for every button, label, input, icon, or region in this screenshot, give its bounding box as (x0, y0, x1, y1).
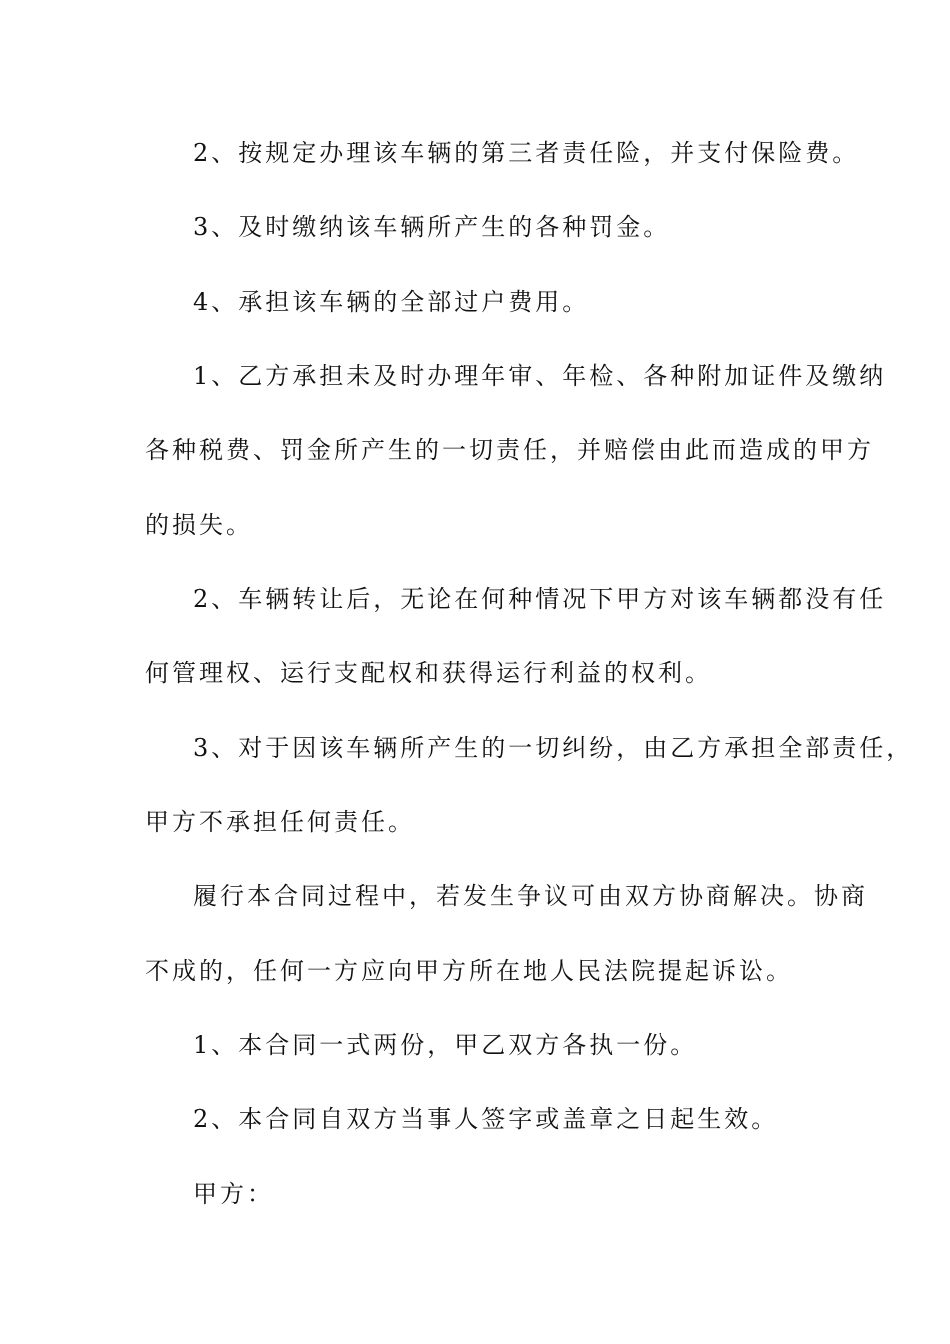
paragraph-line: 甲方不承担任何责任。 (145, 808, 415, 836)
paragraph-line: 2、车辆转让后，无论在何种情况下甲方对该车辆都没有任 (193, 585, 887, 613)
paragraph-line: 2、本合同自双方当事人签字或盖章之日起生效。 (193, 1105, 779, 1133)
paragraph-line: 2、按规定办理该车辆的第三者责任险，并支付保险费。 (193, 139, 860, 167)
paragraph-line: 履行本合同过程中，若发生争议可由双方协商解决。协商 (193, 882, 868, 910)
paragraph-line: 1、乙方承担未及时办理年审、年检、各种附加证件及缴纳 (193, 362, 887, 390)
paragraph-line: 何管理权、运行支配权和获得运行利益的权利。 (145, 659, 712, 687)
signature-label-party-a: 甲方： (193, 1180, 274, 1208)
paragraph-line: 1、本合同一式两份，甲乙双方各执一份。 (193, 1031, 698, 1059)
paragraph-line: 的损失。 (145, 511, 253, 539)
paragraph-line: 各种税费、罚金所产生的一切责任，并赔偿由此而造成的甲方 (145, 436, 874, 464)
paragraph-line: 3、及时缴纳该车辆所产生的各种罚金。 (193, 213, 671, 241)
paragraph-line: 不成的，任何一方应向甲方所在地人民法院提起诉讼。 (145, 957, 793, 985)
paragraph-line: 3、对于因该车辆所产生的一切纠纷，由乙方承担全部责任， (193, 734, 914, 762)
paragraph-line: 4、承担该车辆的全部过户费用。 (193, 288, 590, 316)
